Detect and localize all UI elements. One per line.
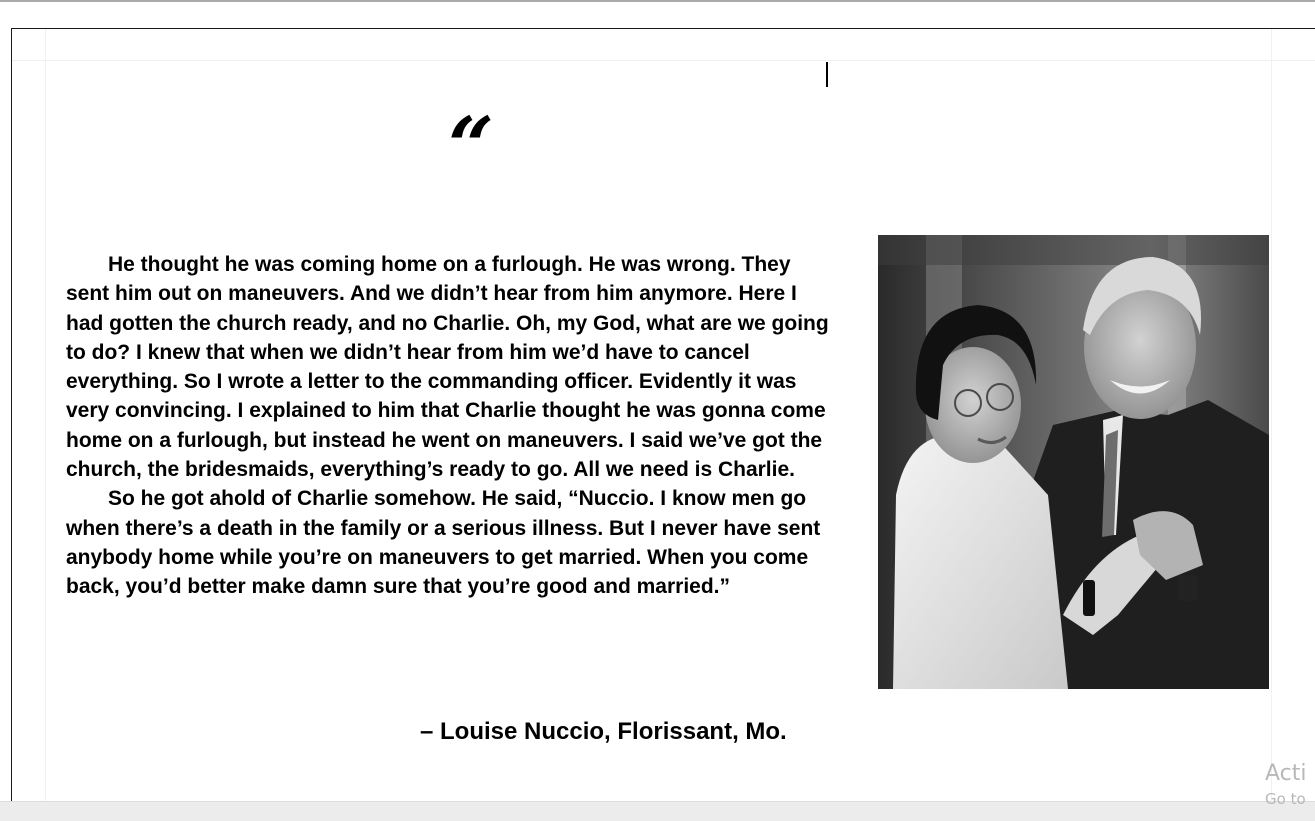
quote-body[interactable]	[66, 250, 836, 602]
watermark-line-2: Go to	[1265, 790, 1306, 808]
window-top-border	[0, 0, 1315, 2]
horizontal-scrollbar[interactable]	[0, 801, 1315, 821]
photo-image	[878, 235, 1269, 689]
margin-guide-top	[12, 60, 1315, 61]
opening-quote-mark: “	[448, 99, 495, 193]
quote-paragraph-2: So he got ahold of Charlie somehow. He said, “Nuccio. I know men go when there’s a death in the family or a serious illness. But I never have sent anybody home while you’re on maneuvers to get married. When you come back, you’d better make damn sure that you’re good and married.”	[66, 487, 821, 599]
couple-dancing-photo[interactable]	[878, 235, 1269, 689]
watermark-line-1: Acti	[1265, 761, 1307, 786]
quote-attribution: – Louise Nuccio, Florissant, Mo.	[420, 718, 787, 745]
margin-guide-left	[45, 29, 46, 801]
text-cursor	[826, 62, 828, 87]
quote-paragraph-1: He thought he was coming home on a furlough. He was wrong. They sent him out on maneuvers. And we didn’t hear from him anymore. Here I had gotten the church ready, and no Charlie. Oh, my God, what are we going to do? I knew that when we didn’t hear from him we’d have to cancel everything. So I wrote a letter to the commanding officer. Evidently it was very convincing. I explained to him that Charlie thought he was gonna come home on a furlough, but instead he went on maneuvers. I said we’ve got the church, the bridesmaids, everything’s ready to go. All we need is Charlie.	[66, 253, 829, 482]
margin-guide-right	[1271, 29, 1272, 801]
